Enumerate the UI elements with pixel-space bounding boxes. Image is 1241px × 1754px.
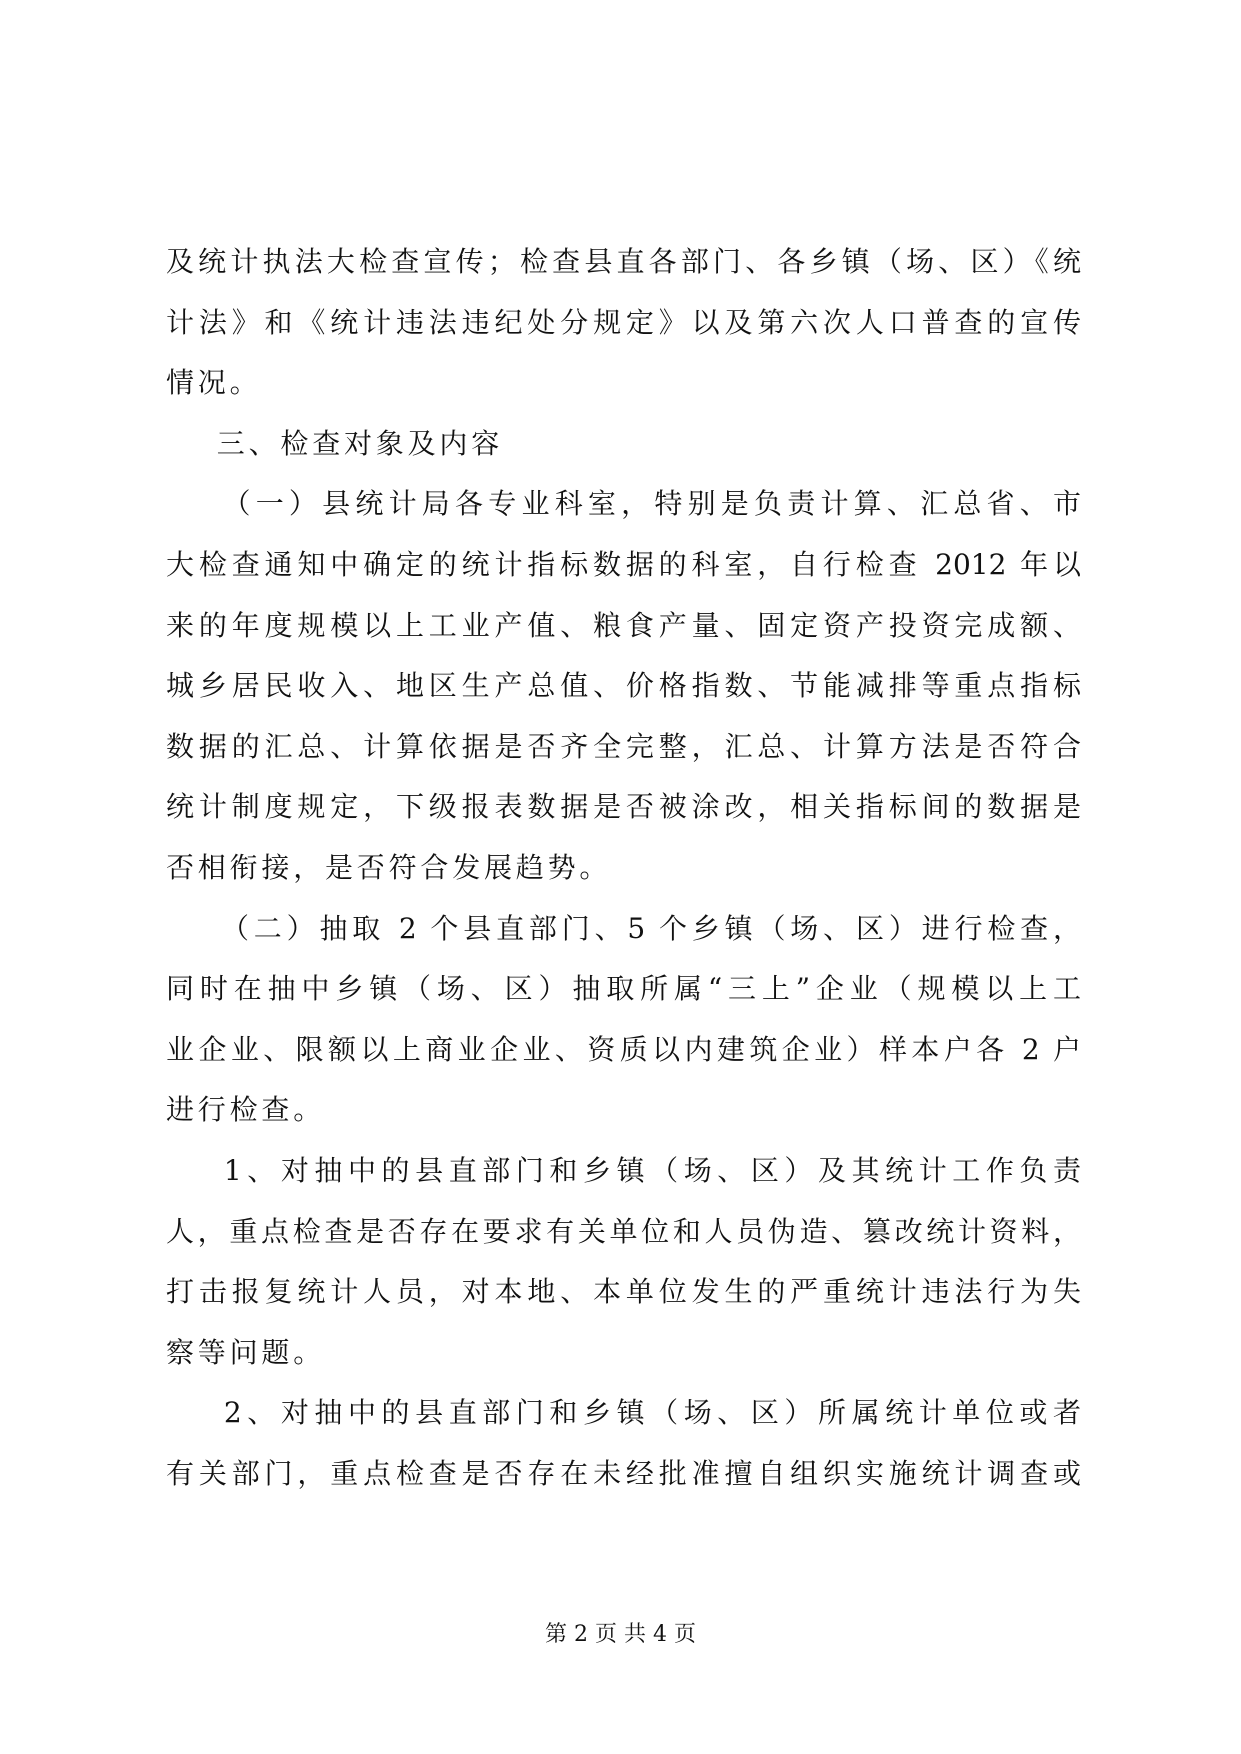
text-line: 有关部门，重点检查是否存在未经批准擅自组织实施统计调查或 <box>166 1456 1081 1490</box>
text-line: 大检查通知中确定的统计指标数据的科室，自行检查 2012 年以 <box>166 547 1081 581</box>
text-line: 进行检查。 <box>166 1093 326 1127</box>
text-line: 业企业、限额以上商业企业、资质以内建筑企业）样本户各 2 户 <box>166 1032 1081 1066</box>
text-line: （二）抽取 2 个县直部门、5 个乡镇（场、区）进行检查， <box>166 911 1081 945</box>
text-line: （一）县统计局各专业科室，特别是负责计算、汇总省、市 <box>166 487 1081 521</box>
text-line: 城乡居民收入、地区生产总值、价格指数、节能减排等重点指标 <box>166 669 1081 703</box>
text-line: 察等问题。 <box>166 1335 326 1369</box>
text-line: 人，重点检查是否存在要求有关单位和人员伪造、篡改统计资料， <box>166 1214 1081 1248</box>
text-line: 数据的汇总、计算依据是否齐全完整，汇总、计算方法是否符合 <box>166 729 1081 763</box>
text-line: 2、对抽中的县直部门和乡镇（场、区）所属统计单位或者 <box>166 1396 1081 1430</box>
page-number-label: 第 2 页 共 4 页 <box>545 1622 696 1647</box>
text-line: 同时在抽中乡镇（场、区）抽取所属“三上”企业（规模以上工 <box>166 972 1081 1006</box>
text-line: 1、对抽中的县直部门和乡镇（场、区）及其统计工作负责 <box>166 1153 1081 1187</box>
text-line: 否相衔接，是否符合发展趋势。 <box>166 850 612 884</box>
text-line: 及统计执法大检查宣传；检查县直各部门、各乡镇（场、区）《统 <box>166 245 1081 278</box>
section-heading: 三、检查对象及内容 <box>166 426 504 460</box>
text-line: 情况。 <box>166 366 262 400</box>
page-footer <box>0 1620 1241 1650</box>
text-line: 统计制度规定，下级报表数据是否被涂改，相关指标间的数据是 <box>166 790 1081 824</box>
text-line: 打击报复统计人员，对本地、本单位发生的严重统计违法行为失 <box>166 1275 1081 1309</box>
text-line: 来的年度规模以上工业产值、粮食产量、固定资产投资完成额、 <box>166 608 1081 642</box>
document-body <box>166 232 1081 1504</box>
text-line: 计法》和《统计违法违纪处分规定》以及第六次人口普查的宣传 <box>166 305 1081 339</box>
